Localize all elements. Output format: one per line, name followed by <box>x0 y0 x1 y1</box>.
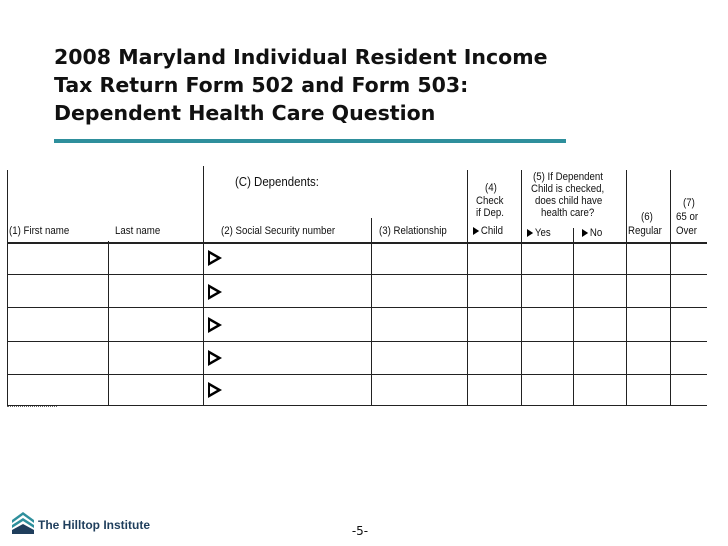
col-divider-over65 <box>670 170 671 406</box>
arrow-marker-icon <box>527 229 533 237</box>
ssn-arrow-icon <box>208 317 222 333</box>
title-line-3: Dependent Health Care Question <box>54 101 436 125</box>
column-header-check-4 <box>473 226 503 237</box>
col-divider-regular <box>626 170 627 406</box>
column-header-over65-1: (7) <box>683 197 695 209</box>
column-header-check-text: Child <box>480 225 503 237</box>
dotted-edge <box>7 406 57 407</box>
slide-title <box>54 43 674 127</box>
column-header-over65-2: 65 or <box>676 211 699 223</box>
section-heading: (C) Dependents: <box>235 174 319 189</box>
column-header-check-3: if Dep. <box>476 207 504 219</box>
column-header-regular-1: (6) <box>641 211 653 223</box>
arrow-marker-icon <box>473 227 479 235</box>
col-divider-yes-no <box>573 228 574 406</box>
column-header-health-3: does child have <box>535 195 603 207</box>
form-left-border <box>7 170 8 406</box>
col-divider-ssn <box>203 166 204 406</box>
column-header-over65-3: Over <box>676 225 697 237</box>
col-divider-lastname <box>108 241 109 406</box>
arrow-marker-icon <box>582 229 588 237</box>
row-line-4 <box>7 374 707 375</box>
organization-name: The Hilltop Institute <box>38 518 150 532</box>
col-divider-check <box>467 170 468 406</box>
column-header-check-2: Check <box>476 195 504 207</box>
ssn-arrow-icon <box>208 382 222 398</box>
title-line-1: 2008 Maryland Individual Resident Income <box>54 45 548 69</box>
column-header-regular-2: Regular <box>628 225 662 237</box>
header-bottom-line <box>7 242 707 244</box>
title-underline <box>54 139 566 143</box>
column-header-health-4: health care? <box>541 207 595 219</box>
dependents-form-excerpt <box>7 166 707 406</box>
column-header-health-2: Child is checked, <box>531 183 605 195</box>
row-line-2 <box>7 307 707 308</box>
column-header-last-name: Last name <box>115 225 161 237</box>
column-header-first-name: (1) First name <box>9 225 70 237</box>
ssn-arrow-icon <box>208 284 222 300</box>
row-line-5 <box>7 405 707 406</box>
title-line-2: Tax Return Form 502 and Form 503: <box>54 73 469 97</box>
col-divider-relationship <box>371 218 372 406</box>
col-divider-health <box>521 170 522 406</box>
page-number: -5- <box>351 524 369 538</box>
hill-logo-icon <box>12 510 34 534</box>
column-header-relationship: (3) Relationship <box>379 225 447 237</box>
column-header-yes-text: Yes <box>534 227 551 239</box>
column-header-no-text: No <box>589 227 603 239</box>
ssn-arrow-icon <box>208 250 222 266</box>
column-header-check-1: (4) <box>485 182 497 194</box>
ssn-arrow-icon <box>208 350 222 366</box>
column-header-yes <box>527 228 551 239</box>
column-header-no <box>582 228 602 239</box>
row-line-3 <box>7 341 707 342</box>
column-header-ssn: (2) Social Security number <box>221 225 336 237</box>
column-header-health-1: (5) If Dependent <box>533 171 603 183</box>
row-line-1 <box>7 274 707 275</box>
